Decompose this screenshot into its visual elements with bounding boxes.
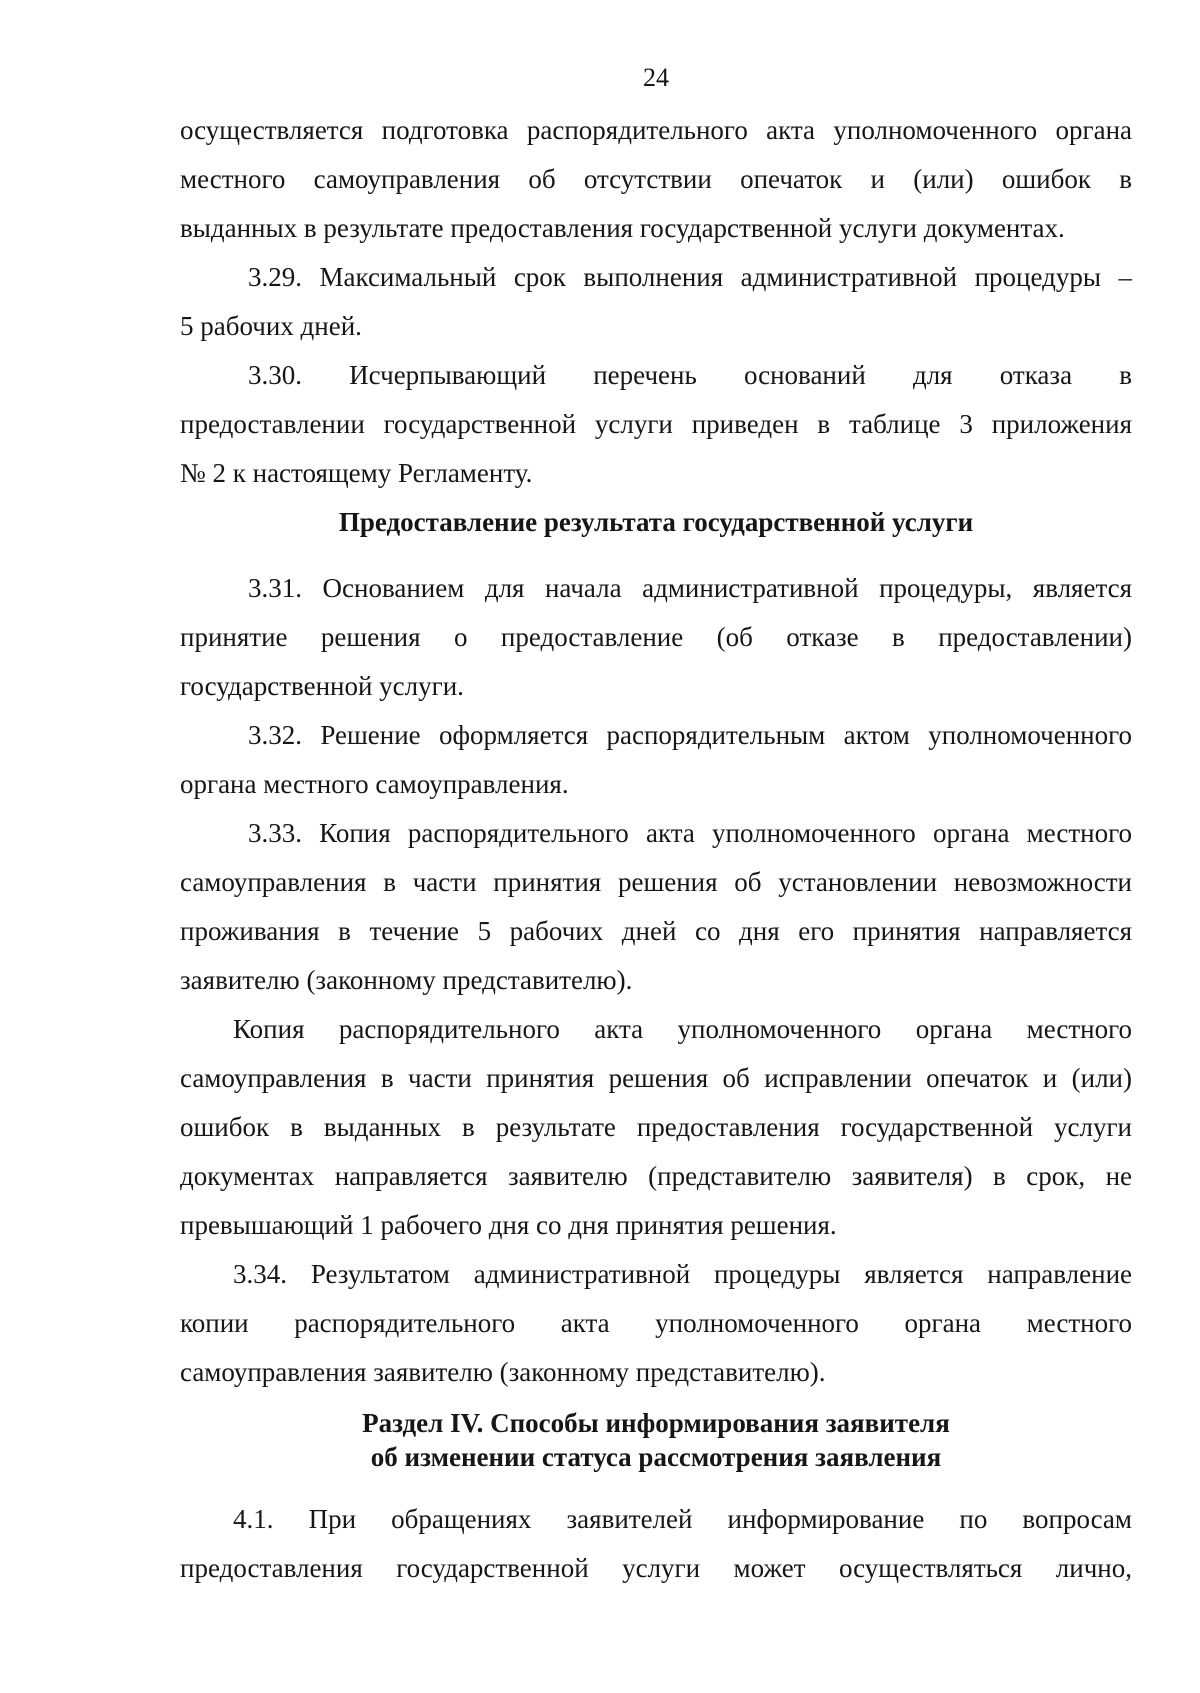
paragraph-3-33 bbox=[180, 809, 1132, 1005]
paragraph-4-1 bbox=[180, 1495, 1132, 1593]
paragraph-line: копии распорядительного акта уполномоченного органа местного bbox=[180, 1308, 1132, 1338]
paragraph-line: 3.34. Результатом административной процедуры является направление bbox=[233, 1259, 1132, 1289]
paragraph-copy-correction bbox=[180, 1005, 1132, 1250]
paragraph-line: превышающий 1 рабочего дня со дня принятия решения. bbox=[180, 1210, 837, 1240]
page-number: 24 bbox=[643, 63, 669, 92]
paragraph-line: 3.32. Решение оформляется распорядительным актом уполномоченного bbox=[248, 720, 1132, 750]
paragraph-line: предоставлении государственной услуги приведен в таблице 3 приложения bbox=[180, 409, 1132, 439]
paragraph-line: 4.1. При обращениях заявителей информирование по вопросам bbox=[233, 1504, 1132, 1534]
paragraph-line: осуществляется подготовка распорядительного акта уполномоченного органа bbox=[180, 115, 1132, 145]
section-heading-line: об изменении статуса рассмотрения заявления bbox=[370, 1442, 942, 1472]
paragraph-line: документах направляется заявителю (представителю заявителя) в срок, не bbox=[180, 1161, 1132, 1191]
paragraph-3-30 bbox=[180, 351, 1132, 498]
paragraph-line: самоуправления в части принятия решения об установлении невозможности bbox=[180, 867, 1132, 897]
paragraph-line: 5 рабочих дней. bbox=[180, 311, 362, 341]
paragraph-3-31 bbox=[180, 564, 1132, 711]
paragraph-line: ошибок в выданных в результате предоставления государственной услуги bbox=[180, 1112, 1132, 1142]
paragraph-line: выданных в результате предоставления государственной услуги документах. bbox=[180, 213, 1065, 243]
paragraph-line: местного самоуправления об отсутствии опечаток и (или) ошибок в bbox=[180, 164, 1132, 194]
paragraph-line: органа местного самоуправления. bbox=[180, 769, 569, 799]
paragraph-line: заявителю (законному представителю). bbox=[180, 965, 633, 995]
paragraph-line: № 2 к настоящему Регламенту. bbox=[180, 458, 533, 488]
paragraph-line: 3.29. Максимальный срок выполнения административной процедуры – bbox=[248, 262, 1132, 292]
paragraph-3-34 bbox=[180, 1250, 1132, 1397]
section-heading bbox=[180, 1406, 1132, 1474]
paragraph-line: государственной услуги. bbox=[180, 671, 464, 701]
paragraph-line: проживания в течение 5 рабочих дней со дня его принятия направляется bbox=[180, 916, 1132, 946]
paragraph-line: предоставления государственной услуги может осуществляться лично, bbox=[180, 1553, 1132, 1583]
paragraph-line: самоуправления заявителю (законному представителю). bbox=[180, 1357, 826, 1387]
paragraph-3-29 bbox=[180, 253, 1132, 351]
page-body bbox=[180, 106, 1132, 1593]
section-heading-line: Раздел IV. Способы информирования заявителя bbox=[362, 1408, 950, 1438]
paragraph-line: 3.31. Основанием для начала административной процедуры, является bbox=[248, 573, 1132, 603]
paragraph-line: Копия распорядительного акта уполномоченного органа местного bbox=[233, 1014, 1132, 1044]
paragraph-line: 3.33. Копия распорядительного акта уполномоченного органа местного bbox=[248, 818, 1132, 848]
paragraph-line: принятие решения о предоставление (об отказе в предоставлении) bbox=[180, 622, 1132, 652]
paragraph-continued bbox=[180, 106, 1132, 253]
subsection-heading: Предоставление результата государственной услуги bbox=[338, 507, 974, 537]
paragraph-3-32 bbox=[180, 711, 1132, 809]
paragraph-line: 3.30. Исчерпывающий перечень оснований для отказа в bbox=[248, 360, 1132, 390]
paragraph-line: самоуправления в части принятия решения об исправлении опечаток и (или) bbox=[180, 1063, 1132, 1093]
